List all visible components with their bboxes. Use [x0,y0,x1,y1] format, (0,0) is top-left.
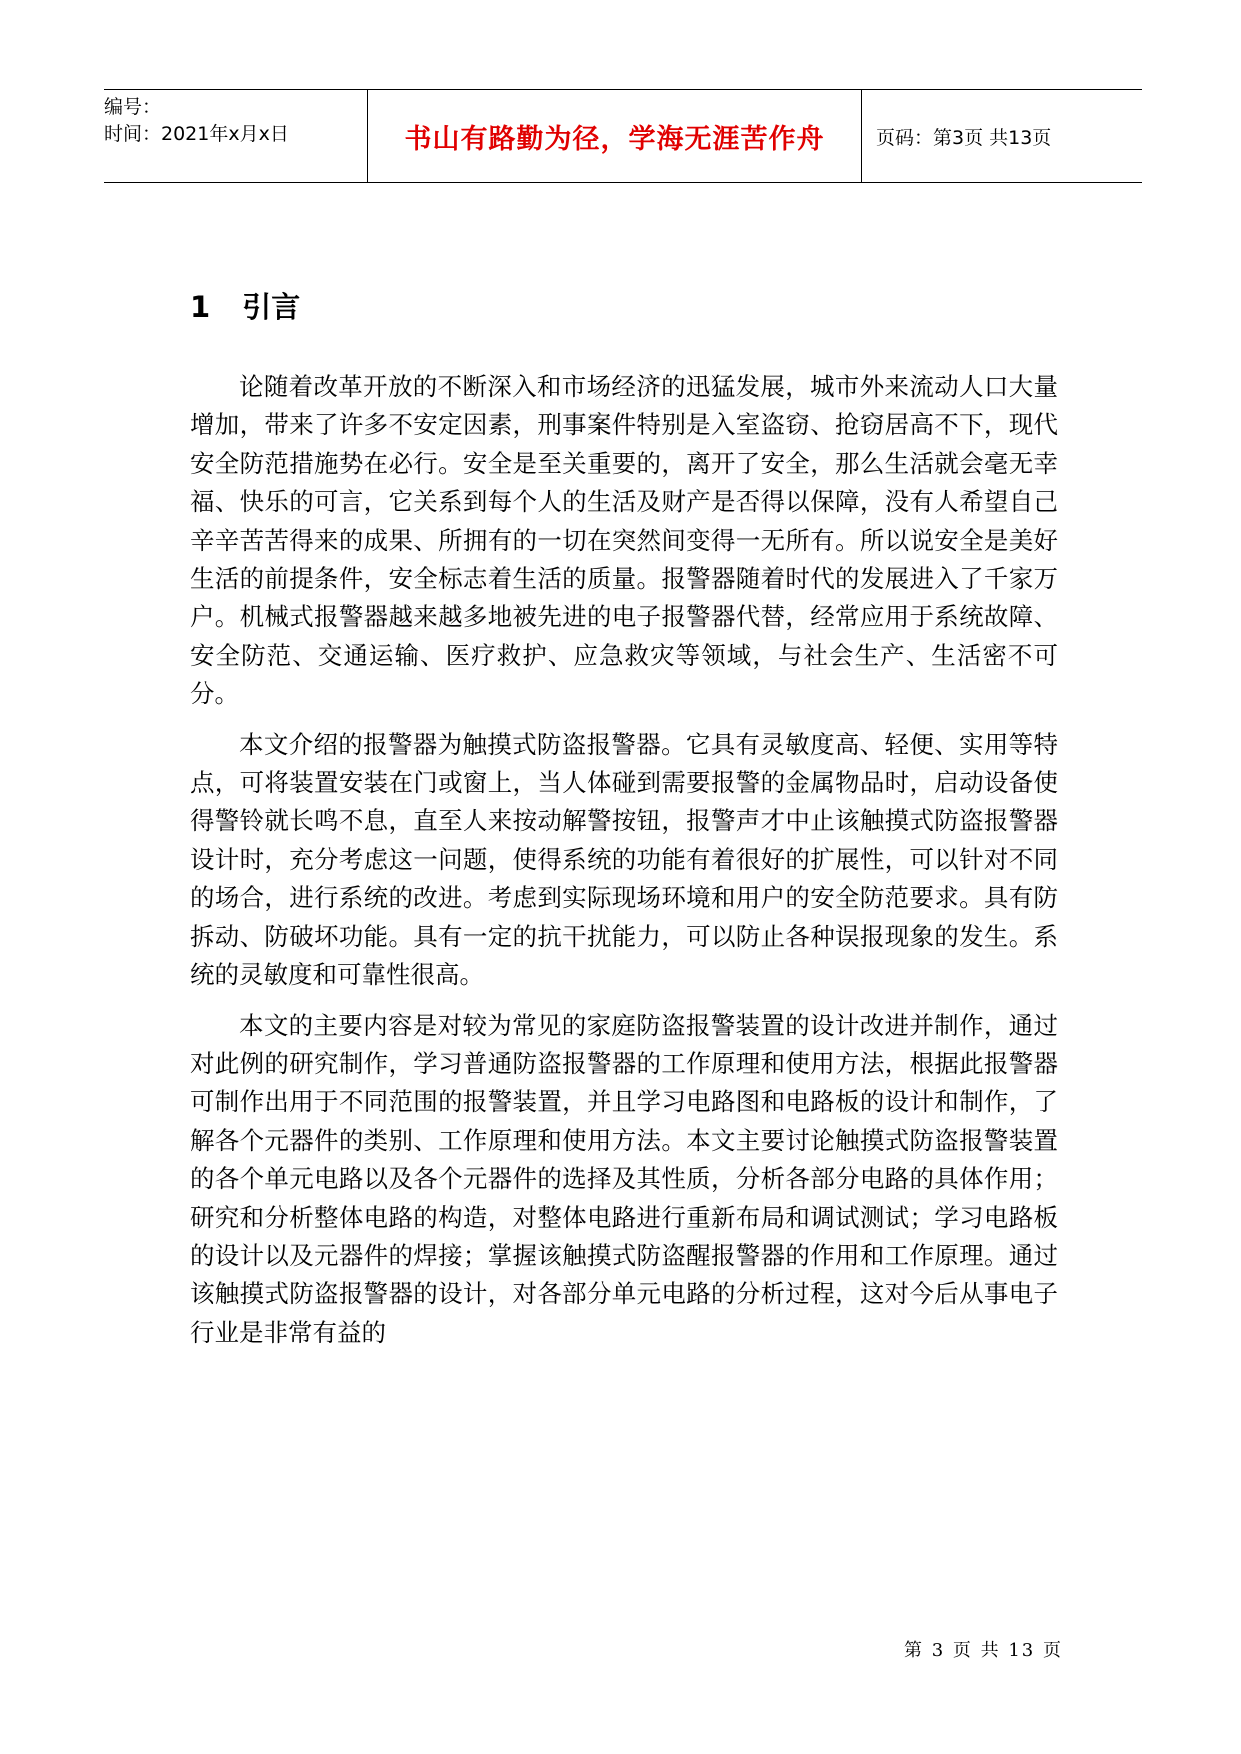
header-meta [104,90,368,182]
body-content [190,368,1058,1364]
document-time: 时间：2021年x月x日 [104,123,289,145]
header-motto: 书山有路勤为径，学海无涯苦作舟 [404,123,825,155]
section-number: 1 [190,290,211,324]
paragraph: 论随着改革开放的不断深入和市场经济的迅猛发展，城市外来流动人口大量增加，带来了许多不安定因素，刑事案件特别是入室盗窃、抢窃居高不下，现代安全防范措施势在必行。安全是至关重要的，离开了安全，那么生活就会毫无幸福、快乐的可言，它关系到每个人的生活及财产是否得以保障，没有人希望自己辛辛苦苦得来的成果、所拥有的一切在突然间变得一无所有。所以说安全是美好生活的前提条件，安全标志着生活的质量。报警器随着时代的发展进入了千家万户。机械式报警器越来越多地被先进的电子报警器代替，经常应用于系统故障、安全防范、交通运输、医疗救护、应急救灾等领域，与社会生产、生活密不可分。 [190,372,1058,709]
paragraph: 本文的主要内容是对较为常见的家庭防盗报警装置的设计改进并制作，通过对此例的研究制作，学习普通防盗报警器的工作原理和使用方法，根据此报警器可制作出用于不同范围的报警装置，并且学习电路图和电路板的设计和制作，了解各个元器件的类别、工作原理和使用方法。本文主要讨论触摸式防盗报警装置的各个单元电路以及各个元器件的选择及其性质，分析各部分电路的具体作用；研究和分析整体电路的构造，对整体电路进行重新布局和调试测试；学习电路板的设计以及元器件的焊接；掌握该触摸式防盗醒报警器的作用和工作原理。通过该触摸式防盗报警器的设计，对各部分单元电路的分析过程，这对今后从事电子行业是非常有益的 [190,1010,1058,1347]
header-motto-cell [368,90,862,182]
section-heading [190,285,300,326]
document-number: 编号： [104,96,162,118]
header-page-number: 页码：第3页 共13页 [876,126,1052,149]
header-page-cell [862,90,1142,182]
section-title: 引言 [242,290,301,324]
page-header [104,89,1142,183]
page-footer: 第 3 页 共 13 页 [904,1640,1063,1661]
paragraph: 本文介绍的报警器为触摸式防盗报警器。它具有灵敏度高、轻便、实用等特点，可将装置安装在门或窗上，当人体碰到需要报警的金属物品时，启动设备使得警铃就长鸣不息，直至人来按动解警按钮，报警声才中止该触摸式防盗报警器设计时，充分考虑这一问题，使得系统的功能有着很好的扩展性，可以针对不同的场合，进行系统的改进。考虑到实际现场环境和用户的安全防范要求。具有防拆动、防破坏功能。具有一定的抗干扰能力，可以防止各种误报现象的发生。系统的灵敏度和可靠性很高。 [190,729,1058,990]
